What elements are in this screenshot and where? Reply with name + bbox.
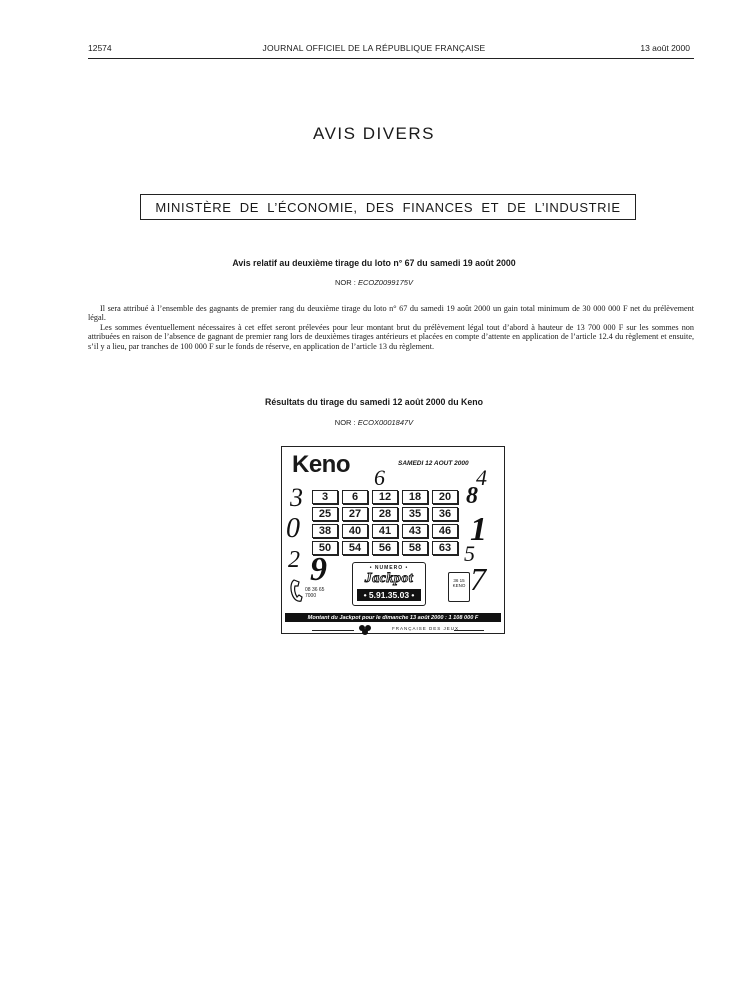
jackpot-number: • 5.91.35.03 • — [357, 589, 421, 601]
decorative-digit: 1 — [470, 511, 487, 548]
footer-line — [312, 630, 354, 631]
keno-number: 25 — [312, 507, 338, 521]
ministry-name: MINISTÈRE DE L’ÉCONOMIE, DES FINANCES ET DE L’INDUSTRIE — [155, 199, 621, 215]
phone-box — [290, 575, 328, 607]
page-number: 12574 — [88, 43, 112, 53]
decorative-digit: 4 — [476, 465, 487, 490]
keno-number: 38 — [312, 524, 338, 538]
keno-number: 50 — [312, 541, 338, 555]
issue-date: 13 août 2000 — [640, 43, 690, 53]
footer-line — [454, 630, 484, 631]
phone-icon — [290, 579, 306, 603]
keno-number: 12 — [372, 490, 398, 504]
fdj-text: FRANÇAISE DES JEUX — [392, 626, 460, 631]
keno-number: 46 — [432, 524, 458, 538]
fdj-footer — [342, 625, 460, 635]
keno-ticket-image — [281, 446, 505, 634]
keno-logo: Keno — [292, 451, 350, 478]
nor-code: ECOX0001847V — [357, 418, 414, 427]
paragraph: Les sommes éventuellement nécessaires à cet effet seront prélevées pour leur montant brut du prélèvement légal tout d’abord à hauteur de 13 700 000 F sur les sommes non attribuées en raison de l’absence de gagnant de premier rang lors de deuxièmes tirages antérieurs et placées en compte d’attente en application de l’article 12.4 du règlement et ensuite, s’il y a lieu, par tranches de 100 000 F sur le fonds de réserve, en application de l’article 13 du règlement. — [88, 322, 694, 351]
keno-number: 63 — [432, 541, 458, 555]
loto-nor — [0, 278, 748, 287]
keno-draw-date: SAMEDI 12 AOUT 2000 — [398, 460, 469, 467]
decorative-digit: 3 — [290, 483, 303, 512]
clover-icon — [358, 624, 372, 636]
keno-number: 18 — [402, 490, 428, 504]
keno-number: 41 — [372, 524, 398, 538]
decorative-digit: 5 — [464, 541, 475, 566]
decorative-digit: 2 — [288, 547, 300, 573]
keno-number: 54 — [342, 541, 368, 555]
minitel-text: 36 15 KENO — [452, 578, 466, 588]
keno-number-grid — [312, 490, 462, 555]
keno-number: 58 — [402, 541, 428, 555]
keno-number: 27 — [342, 507, 368, 521]
keno-number: 20 — [432, 490, 458, 504]
nor-code: ECOZ0099175V — [357, 278, 413, 287]
jackpot-label: Jackpot — [364, 571, 414, 586]
keno-number: 35 — [402, 507, 428, 521]
loto-notice-title: Avis relatif au deuxième tirage du loto n° 67 du samedi 19 août 2000 — [232, 258, 516, 268]
jackpot-box — [352, 562, 426, 606]
keno-number: 28 — [372, 507, 398, 521]
decorative-digit: 6 — [374, 465, 385, 490]
keno-nor — [0, 418, 748, 427]
minitel-icon — [448, 572, 470, 602]
header-rule — [88, 58, 694, 59]
jackpot-amount-banner: Montant du Jackpot pour le dimanche 13 août 2000 : 1 108 000 F — [285, 613, 501, 622]
keno-number: 6 — [342, 490, 368, 504]
keno-number: 56 — [372, 541, 398, 555]
decorative-digit: 0 — [286, 513, 300, 544]
keno-results-title: Résultats du tirage du samedi 12 août 2000 du Keno — [264, 397, 484, 407]
keno-number: 43 — [402, 524, 428, 538]
keno-number: 36 — [432, 507, 458, 521]
decorative-digit: 9 — [310, 551, 327, 588]
journal-title: JOURNAL OFFICIEL DE LA RÉPUBLIQUE FRANÇAISE — [262, 43, 486, 53]
decorative-digit: 7 — [470, 561, 486, 597]
decorative-digit: 8 — [466, 483, 478, 509]
nor-label: NOR : — [334, 418, 356, 427]
ministry-box — [140, 194, 636, 220]
nor-label: NOR : — [335, 278, 356, 287]
keno-number: 40 — [342, 524, 368, 538]
phone-number: 08 36 65 7000 — [305, 587, 325, 599]
jackpot-label-top: • NUMERO • — [369, 565, 409, 571]
section-title: AVIS DIVERS — [313, 124, 435, 143]
loto-notice-body — [88, 304, 694, 351]
keno-number: 3 — [312, 490, 338, 504]
paragraph: Il sera attribué à l’ensemble des gagnants de premier rang du deuxième tirage du loto n° 67 du samedi 19 août 2000 un gain total minimum de 30 000 000 F net du prélèvement légal. — [88, 304, 694, 323]
